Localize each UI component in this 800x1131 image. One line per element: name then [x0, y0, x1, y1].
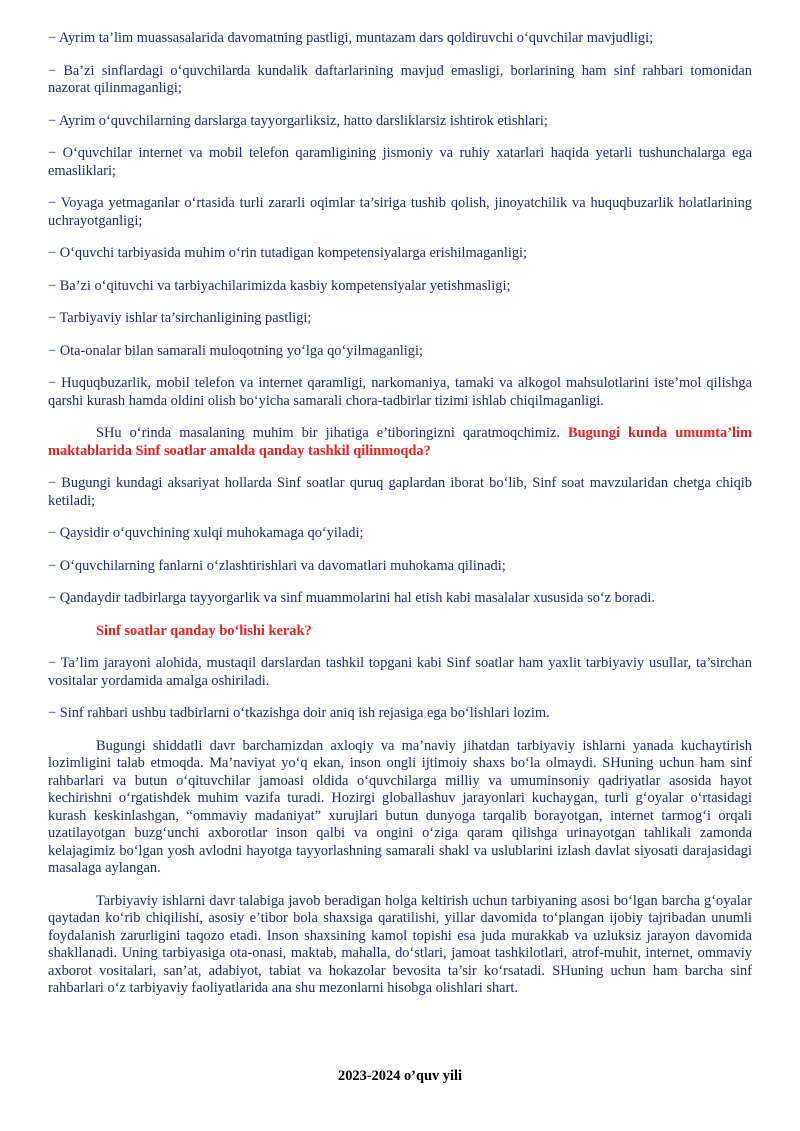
bullet-teacher-competencies: − Ba’zi o‘qituvchi va tarbiyachilarimizda kasbiy kompetensiyalar yetishmasligi;	[48, 277, 511, 294]
academic-year-footer: 2023-2024 o’quv yili	[338, 1068, 462, 1084]
bullet-harmful-influence: − Voyaga yetmaganlar o‘rtasida turli zararli oqimlar ta’siriga tushib qolish, jinoyatchilik va huquqbuzarlik holatlarining uchrayotganligi;	[48, 195, 752, 229]
intro-question: Bugungi kunda umumta’lim maktablarida Sinf soatlar amalda qanday tashkil qilinmoqda?	[48, 425, 752, 459]
bullet-attendance: − Ayrim ta’lim muassasalarida davomatning pastligi, muntazam dars qoldiruvchi o‘quvchilar mavjudligi;	[48, 30, 654, 46]
body-paragraph-2: Tarbiyaviy ishlarni davr talabiga javob beradigan holga keltirish uchun tarbiyaning asosi bo‘lgan barcha g‘oyalar qaytadan ko‘rib chiqilishi, asosiy e’tibor bola shaxsiga qaratilishi, yillar davomida to‘plangan ijobiy tajribadan unumli foydalanish zarurligini taqozo etadi. Inson shaxsining kamol topishi esa juda murakkab va uzluksiz jarayon davomida shakllanadi. Uning tarbiyasiga ota-onasi, maktab, mahalla, do‘stlari, jamoat tashkilotlari, atrof-muhit, internet, ommaviy axborot vositalari, san’at, adabiyot, tabiat va hokazolar bevosita ta’sir ko‘rsatadi. SHuning uchun ham barcha sinf rahbarlari o‘z tarbiyaviy faoliyatlarida ana shu mezonlarni hisobga olishlari shart.	[48, 892, 752, 996]
intro-paragraph	[48, 425, 752, 460]
bullet-should-plan: − Sinf rahbari ushbu tadbirlarni o‘tkazishga doir aniq ish rejasiga ega bo‘lishlari lozim.	[48, 705, 550, 721]
document-body	[48, 30, 752, 1013]
bullet-should-methods: − Ta’lim jarayoni alohida, mustaqil darslardan tashkil topgani kabi Sinf soatlar ham yaxlit tarbiyaviy usullar, ta’sirchan vositalar yordamida amalga oshiriladi.	[48, 655, 752, 689]
intro-text: SHu o‘rinda masalaning muhim bir jihatiga e’tiboringizni qaratmoqchimiz.	[96, 425, 568, 441]
bullet-current-grades: − O‘quvchilarning fanlarni o‘zlashtirishlari va davomatlari muhokama qilinadi;	[48, 557, 506, 574]
bullet-diaries: − Ba’zi sinflardagi o‘quvchilarda kundalik daftarlarining mavjud emasligi, borlarining ham sinf rahbari tomonidan nazorat qilinmaganligi;	[48, 62, 752, 96]
bullet-internet-addiction: − O‘quvchilar internet va mobil telefon qaramligining jismoniy va ruhiy xatarlari haqida yetarli tushunchalarga ega emasliklari;	[48, 145, 752, 179]
section-heading: Sinf soatlar qanday bo‘lishi kerak?	[96, 622, 312, 639]
bullet-current-events: − Qandaydir tadbirlarga tayyorgarlik va sinf muammolarini hal etish kabi masalalar xususida so‘z boradi.	[48, 590, 656, 606]
bullet-current-empty-talk: − Bugungi kundagi aksariyat hollarda Sinf soatlar quruq gaplardan iborat bo‘lib, Sinf soat mavzularidan chetga chiqib ketiladi;	[48, 475, 752, 509]
bullet-competencies: − O‘quvchi tarbiyasida muhim o‘rin tutadigan kompetensiyalarga erishilmaganligi;	[48, 245, 528, 261]
bullet-prevention: − Huquqbuzarlik, mobil telefon va internet qaramligi, narkomaniya, tamaki va alkogol mahsulotlarini iste’mol qilishga qarshi kurash hamda oldini olish bo‘yicha samarali chora-tadbirlar tizimi ishlab chiqilmaganligi.	[48, 375, 752, 409]
body-paragraph-1: Bugungi shiddatli davr barchamizdan axloqiy va ma’naviy jihatdan tarbiyaviy ishlarni yanada kuchaytirish lozimligini talab etmoqda. Ma’naviyat yo‘q ekan, inson ongli ijtimoiy shaxs bo‘la olmaydi. SHuning uchun ham sinf rahbarlari va butun o‘qituvchilar jamoasi oldida o‘quvchilarga milliy va umuminsoniy qadriyatlar asosida hayot kechirishni o‘rgatishdek muhim vazifa turadi. Hozirgi globallashuv jarayonlari kuchaygan, turli g‘oyalar o‘rtasidagi kurash keskinlashgan, “ommaviy madaniyat” xurujlari butun dunyoga tarqalib borayotgan, internet tarmog‘i orqali uzatilayotgan buzg‘unchi axborotlar inson qalbi va ongini o‘ziga qaram qilishga urinayotgan tahlikali zamonda kelajagimiz bo‘lgan yosh avlodni hayotga tayyorlashning samarali shakl va uslublarini izlash davlat siyosati darajasidagi masalaga aylangan.	[48, 737, 752, 876]
bullet-effectiveness: − Tarbiyaviy ishlar ta’sirchanligining pastligi;	[48, 310, 312, 326]
bullet-current-behavior: − Qaysidir o‘quvchining xulqi muhokamaga qo‘yiladi;	[48, 525, 364, 541]
bullet-parents: − Ota-onalar bilan samarali muloqotning yo‘lga qo‘yilmaganligi;	[48, 342, 423, 359]
bullet-unprepared: − Ayrim o‘quvchilarning darslarga tayyorgarliksiz, hatto darsliklarsiz ishtirok etishlari;	[48, 112, 548, 129]
